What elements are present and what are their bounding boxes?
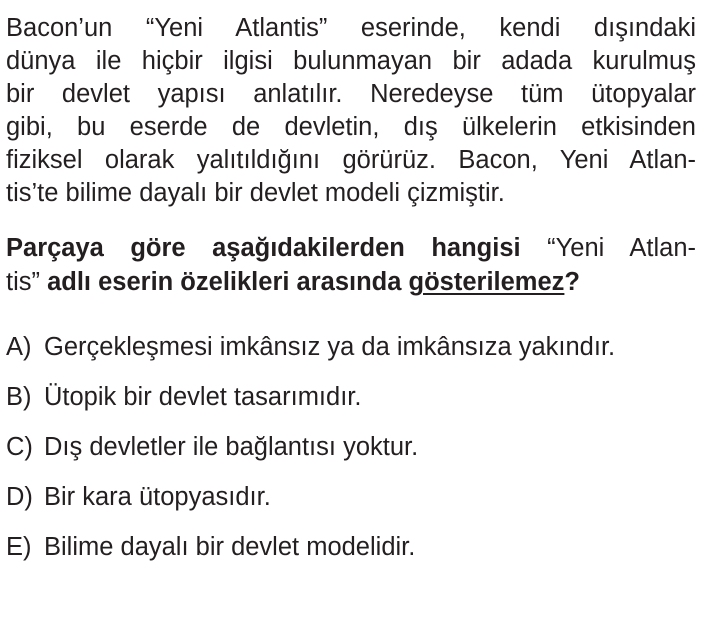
question-bold-text: Parçaya göre aşağıdakilerden hangisi: [6, 234, 521, 262]
option-letter: C): [6, 433, 33, 461]
question-underlined-keyword: gösterilemez: [408, 268, 565, 296]
option-text: Gerçekleşmesi imkânsız ya da imkânsıza yakındır.: [44, 333, 616, 361]
option-letter: D): [6, 483, 33, 511]
passage-line: dünya ile hiçbir ilgisi bulunmayan bir adada kurulmuş: [6, 47, 696, 75]
question-normal-text: “Yeni Atlan-: [520, 234, 696, 262]
answer-options: [6, 322, 696, 572]
reading-passage: [6, 12, 696, 210]
question-normal-text: tis”: [6, 268, 40, 296]
answer-option-b[interactable]: [6, 372, 696, 422]
answer-option-a[interactable]: [6, 322, 696, 372]
answer-option-c[interactable]: [6, 422, 696, 472]
option-text: Bilime dayalı bir devlet modelidir.: [44, 533, 416, 561]
option-letter: A): [6, 333, 32, 361]
passage-line: tis’te bilime dayalı bir devlet modeli çizmiştir.: [6, 179, 505, 207]
question-page: [6, 12, 696, 572]
option-text: Dış devletler ile bağlantısı yoktur.: [44, 433, 419, 461]
option-letter: B): [6, 383, 32, 411]
question-stem: [6, 231, 696, 299]
option-text: Ütopik bir devlet tasarımıdır.: [44, 383, 362, 411]
answer-option-d[interactable]: [6, 472, 696, 522]
question-line-2: [6, 265, 696, 299]
option-letter: E): [6, 533, 32, 561]
question-mark: ?: [564, 268, 580, 296]
question-line-1: [6, 231, 696, 265]
option-text: Bir kara ütopyasıdır.: [44, 483, 271, 511]
passage-line: fiziksel olarak yalıtıldığını görürüz. Bacon, Yeni Atlan-: [6, 146, 696, 174]
question-bold-text: adlı eserin özelikleri arasında: [40, 268, 409, 296]
answer-option-e[interactable]: [6, 522, 696, 572]
passage-line: gibi, bu eserde de devletin, dış ülkelerin etkisinden: [6, 113, 696, 141]
passage-line: bir devlet yapısı anlatılır. Neredeyse tüm ütopyalar: [6, 80, 696, 108]
passage-line: Bacon’un “Yeni Atlantis” eserinde, kendi dışındaki: [6, 14, 696, 42]
